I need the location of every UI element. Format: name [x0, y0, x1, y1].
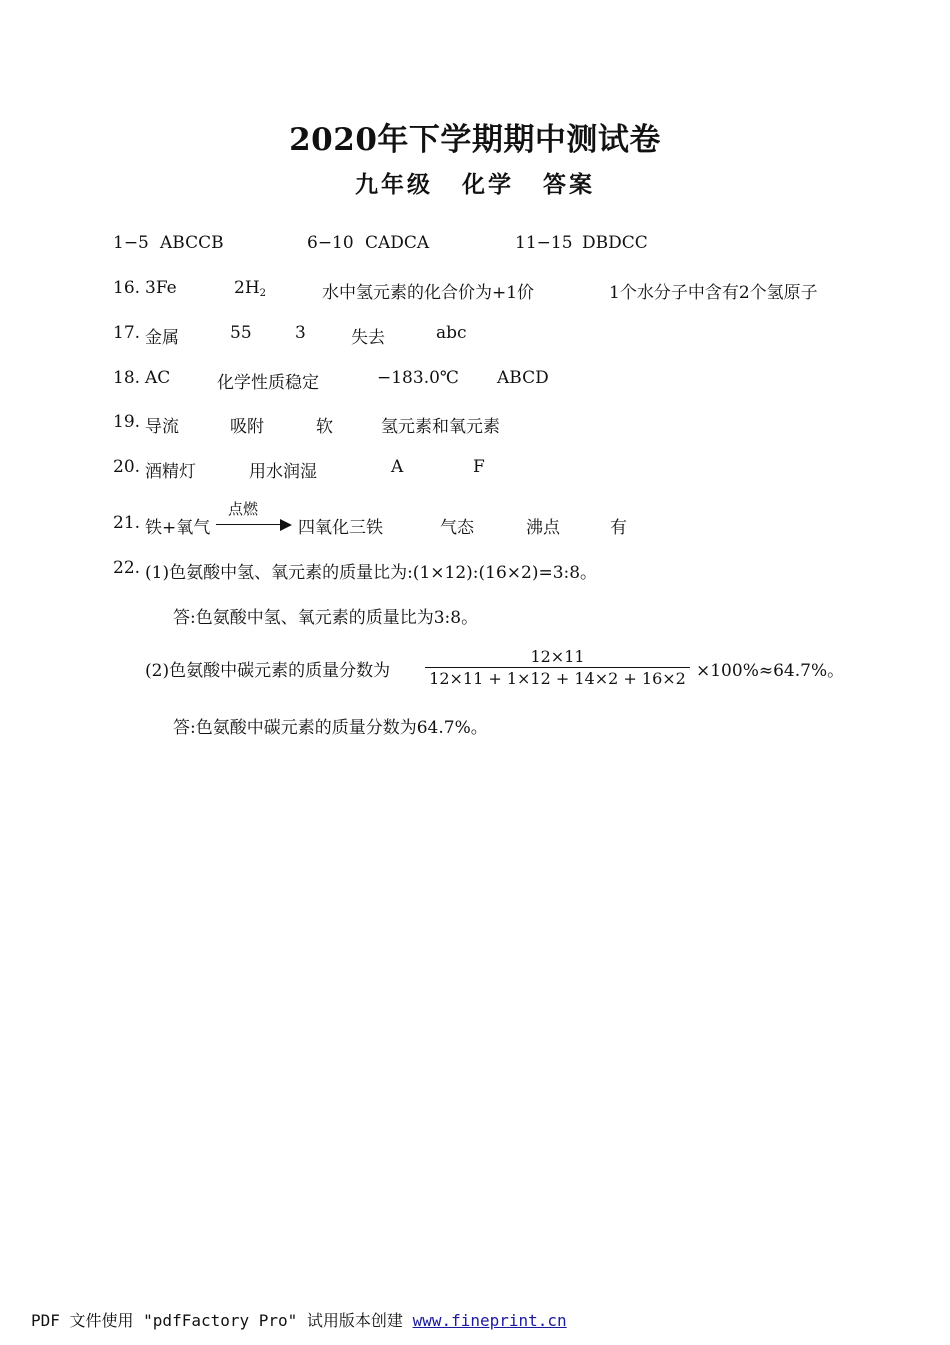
reaction-arrow	[214, 499, 296, 534]
q19-answer-4: 氢元素和氧元素	[381, 417, 500, 437]
q21-answer-4: 有	[610, 518, 627, 538]
mc-range-3: 11−15	[515, 233, 573, 253]
q18-number: 18.	[113, 368, 141, 388]
q16-answer-1: 3Fe	[145, 278, 177, 298]
q22-answer-2: 答:色氨酸中碳元素的质量分数为64.7%。	[173, 718, 488, 738]
q21-number: 21.	[113, 513, 141, 533]
document-subtitle: 九年级 化学 答案	[354, 171, 595, 198]
mc-answer-3: DBDCC	[582, 233, 648, 253]
q19-answer-1: 导流	[145, 417, 179, 437]
q20-answer-1: 酒精灯	[145, 462, 196, 482]
mc-answer-1: ABCCB	[160, 233, 224, 253]
q17-answer-4: 失去	[351, 328, 385, 348]
q17-answer-5: abc	[436, 323, 467, 343]
footer-text: PDF 文件使用 "pdfFactory Pro" 试用版本创建	[31, 1311, 413, 1330]
q17-answer-2: 55	[230, 323, 252, 343]
q22-answer-1: 答:色氨酸中氢、氧元素的质量比为3:8。	[173, 608, 479, 628]
q20-number: 20.	[113, 457, 141, 477]
q22-part2-prefix: (2)色氨酸中碳元素的质量分数为	[145, 661, 391, 681]
q22-number: 22.	[113, 558, 141, 578]
mc-answer-2: CADCA	[365, 233, 430, 253]
q21-reactants: 铁+氧气	[145, 518, 211, 538]
pdf-footer	[31, 1308, 567, 1331]
q20-answer-2: 用水润湿	[249, 462, 317, 482]
footer-link[interactable]: www.fineprint.cn	[412, 1311, 567, 1330]
q18-answer-1: AC	[145, 368, 171, 388]
q21-answer-2: 气态	[440, 518, 474, 538]
q18-answer-4: ABCD	[497, 368, 549, 388]
q20-answer-4: F	[473, 457, 485, 477]
arrow-shaft	[216, 524, 282, 526]
q19-answer-3: 软	[316, 417, 333, 437]
q16-answer-3: 水中氢元素的化合价为+1价	[322, 283, 535, 303]
q19-number: 19.	[113, 412, 141, 432]
document-title: 2020年下学期期中测试卷	[289, 122, 661, 158]
q20-answer-3: A	[391, 457, 404, 477]
q18-answer-3: −183.0℃	[377, 368, 459, 388]
q16-number: 16.	[113, 278, 141, 298]
q17-answer-3: 3	[295, 323, 306, 343]
q19-answer-2: 吸附	[230, 417, 264, 437]
fraction-denominator: 12×11 + 1×12 + 14×2 + 16×2	[429, 669, 686, 688]
q16-answer-2: $2H_2$	[234, 278, 267, 299]
reaction-condition: 点燃	[228, 499, 259, 518]
mc-range-2: 6−10	[307, 233, 354, 253]
q17-number: 17.	[113, 323, 141, 343]
fraction-numerator: 12×11	[530, 647, 585, 666]
q17-answer-1: 金属	[145, 328, 179, 348]
q22-part2-suffix: ×100%≈64.7%。	[696, 661, 845, 681]
q21-product: 四氧化三铁	[298, 518, 383, 538]
fraction-bar	[425, 667, 690, 668]
q18-answer-2: 化学性质稳定	[217, 373, 319, 393]
q21-answer-3: 沸点	[526, 518, 560, 538]
arrow-right-icon	[280, 519, 292, 531]
q16-answer-4: 1个水分子中含有2个氢原子	[609, 283, 818, 303]
q22-part1: (1)色氨酸中氢、氧元素的质量比为:(1×12):(16×2)=3:8。	[145, 563, 598, 583]
mc-range-1: 1−5	[113, 233, 149, 253]
